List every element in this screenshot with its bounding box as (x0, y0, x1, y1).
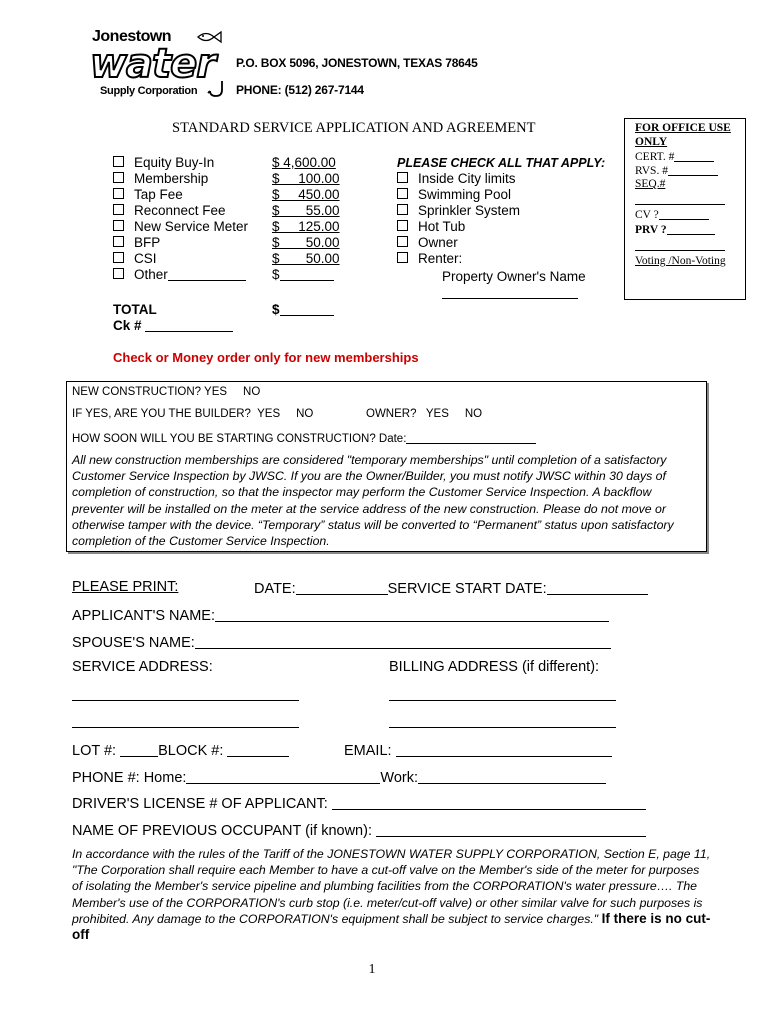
office-use-title: FOR OFFICE USE (635, 122, 731, 134)
email-field[interactable]: EMAIL: (344, 741, 612, 759)
options-heading: PLEASE CHECK ALL THAT APPLY: (397, 156, 606, 170)
cert-label: CERT. # (635, 150, 714, 163)
fee-amount: $ 450.00 (272, 187, 340, 202)
rvs-label: RVS. # (635, 164, 718, 177)
checkbox[interactable] (113, 188, 124, 199)
checkbox[interactable] (113, 236, 124, 247)
checkbox[interactable] (113, 268, 124, 279)
billing-address-label: BILLING ADDRESS (if different): (389, 659, 600, 675)
fee-membership[interactable]: Membership (113, 171, 208, 187)
fee-amount: $ 100.00 (272, 171, 340, 186)
logo-text-top: Jonestown (92, 28, 172, 45)
total-amount[interactable]: $ (272, 302, 334, 318)
service-address-line-1[interactable] (72, 700, 299, 701)
fee-amount: $ 50.00 (272, 251, 340, 266)
checkbox[interactable] (397, 188, 408, 199)
tariff-tail: If there is no cut-off (72, 910, 711, 943)
money-order-note: Check or Money order only for new memberships (113, 350, 419, 365)
checkbox[interactable] (113, 156, 124, 167)
start-date-question[interactable]: HOW SOON WILL YOU BE STARTING CONSTRUCTION? Date: (72, 431, 536, 445)
fee-amount-other[interactable]: $ (272, 267, 334, 283)
builder-question: IF YES, ARE YOU THE BUILDER? YES NO (72, 408, 314, 420)
cv-label: CV ? (635, 208, 709, 221)
option-sprinkler[interactable]: Sprinkler System (397, 203, 520, 219)
total-label: TOTAL (113, 302, 157, 317)
date-field[interactable]: DATE: SERVICE START DATE: (254, 579, 648, 597)
service-address-label: SERVICE ADDRESS: (72, 659, 213, 675)
fee-reconnect[interactable]: Reconnect Fee (113, 203, 226, 219)
checkbox[interactable] (113, 204, 124, 215)
fee-tap[interactable]: Tap Fee (113, 187, 183, 203)
checkbox[interactable] (113, 172, 124, 183)
construction-box (66, 381, 707, 552)
fee-other[interactable]: Other (113, 267, 246, 283)
hook-icon (206, 80, 228, 98)
option-pool[interactable]: Swimming Pool (397, 187, 511, 203)
fee-amount: $ 125.00 (272, 219, 340, 234)
owner-name-field[interactable] (442, 298, 578, 299)
fee-amount: $ 50.00 (272, 235, 340, 250)
checkbox[interactable] (113, 252, 124, 263)
option-inside-city[interactable]: Inside City limits (397, 171, 516, 187)
applicant-name-field[interactable]: APPLICANT'S NAME: (72, 606, 609, 624)
checkbox[interactable] (397, 172, 408, 183)
billing-address-line-1[interactable] (389, 700, 616, 701)
fee-csi[interactable]: CSI (113, 251, 157, 267)
please-print-label: PLEASE PRINT: (72, 579, 179, 595)
owner-question: OWNER? YES NO (366, 408, 483, 420)
fee-equity[interactable]: Equity Buy-In (113, 155, 214, 171)
checkbox[interactable] (113, 220, 124, 231)
construction-question: NEW CONSTRUCTION? YES NO (72, 386, 261, 398)
fee-amount: $ 55.00 (272, 203, 340, 218)
voting-label: Voting /Non-Voting (635, 255, 726, 267)
service-address-line-2[interactable] (72, 727, 299, 728)
billing-address-line-2[interactable] (389, 727, 616, 728)
prv-label: PRV ? (635, 223, 715, 236)
checkbox[interactable] (397, 252, 408, 263)
spouse-name-field[interactable]: SPOUSE'S NAME: (72, 633, 611, 651)
fee-amount: $ 4,600.00 (272, 155, 336, 170)
office-use-title-2: ONLY (635, 136, 668, 148)
option-hot-tub[interactable]: Hot Tub (397, 219, 465, 235)
header-phone: PHONE: (512) 267-7144 (236, 83, 364, 97)
fee-bfp[interactable]: BFP (113, 235, 160, 251)
logo-water-word: water (90, 41, 215, 87)
checkbox[interactable] (397, 236, 408, 247)
tariff-notice: In accordance with the rules of the Tariff of the JONESTOWN WATER SUPPLY CORPORATION, Section E, page 11, "The Corporation shall require each Member to have a cut-off valve on the Member's side of the meter for purposes of isolating the Member's service pipeline and plumbing facilities from the CORPORATION's water pressure…. The Member's use of the CORPORATION's curb stop (i.e. meter/cut-off valve) or other similar valve for such purposes is prohibited. Any damage to the CORPORATION's equipment shall be subject to service charges." If there is no cut-off (72, 847, 711, 943)
option-renter[interactable]: Renter: (397, 251, 462, 267)
page-title: STANDARD SERVICE APPLICATION AND AGREEMENT (172, 120, 536, 136)
construction-notice: All new construction memberships are considered "temporary memberships" until completion of a satisfactory Customer Service Inspection by JWSC. If you are the Owner/Builder, you must notify JWSC within 30 days of completion of construction, so that the inspector may perform the Customer Service Inspection. A backflow preventer will be installed on the meter at the service address of the new construction. Please do not move or otherwise tamper with the device. “Temporary” status will be converted to “Permanent” status upon satisfactory completion of the Customer Service Inspection. (72, 453, 674, 549)
checkbox[interactable] (397, 220, 408, 231)
fee-new-meter[interactable]: New Service Meter (113, 219, 248, 235)
header-address: P.O. BOX 5096, JONESTOWN, TEXAS 78645 (236, 56, 478, 70)
office-blank-line-2 (635, 250, 725, 251)
phone-field[interactable]: PHONE #: Home: Work: (72, 768, 606, 786)
office-use-box (624, 118, 746, 300)
owner-name-label: Property Owner's Name (442, 269, 586, 284)
option-owner[interactable]: Owner (397, 235, 458, 251)
page-number: 1 (368, 962, 376, 977)
license-field[interactable]: DRIVER'S LICENSE # OF APPLICANT: (72, 794, 646, 812)
ck-label[interactable]: Ck # (113, 318, 233, 334)
previous-occupant-field[interactable]: NAME OF PREVIOUS OCCUPANT (if known): (72, 821, 646, 839)
lot-block-field[interactable]: LOT #: BLOCK #: (72, 741, 289, 759)
checkbox[interactable] (397, 204, 408, 215)
office-blank-line (635, 204, 725, 205)
logo-text-bottom: Supply Corporation (100, 85, 198, 97)
seq-label: SEQ.# (635, 178, 666, 190)
